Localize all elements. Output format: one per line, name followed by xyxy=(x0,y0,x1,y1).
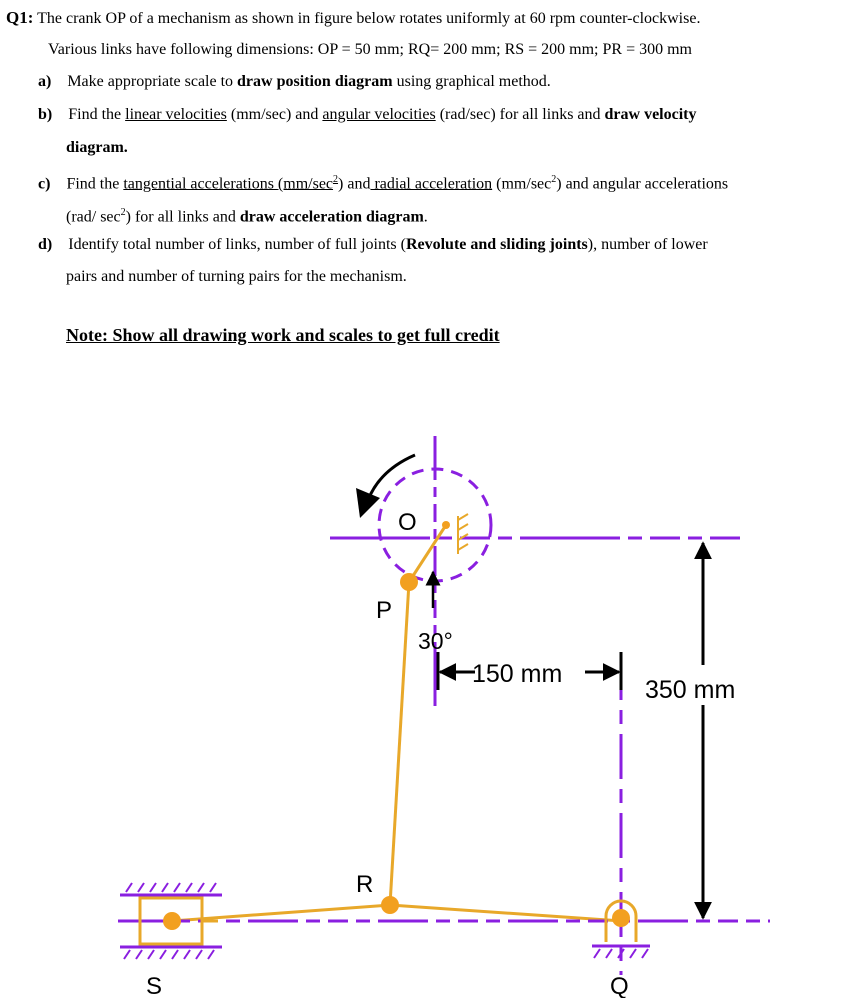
label-r: R xyxy=(356,871,374,898)
part-b-pre: Find the xyxy=(68,106,126,123)
note: Note: Show all drawing work and scales to get full credit xyxy=(66,325,500,345)
part-c-sup-2: 2 xyxy=(551,174,557,185)
part-c-line2-sup: 2 xyxy=(120,207,126,218)
part-c-line2-mid: ) for all links and xyxy=(125,208,240,226)
part-c-radial: radial acceleration xyxy=(370,175,493,193)
label-350mm: 350 mm xyxy=(645,676,736,704)
part-d-pre: Identify total number of links, number of full joints ( xyxy=(68,236,406,253)
label-p: P xyxy=(376,597,393,624)
o-ground-hatch xyxy=(458,514,468,554)
label-o: O xyxy=(398,509,417,536)
part-a-post: using graphical method. xyxy=(392,73,551,90)
link-rq xyxy=(390,905,622,921)
part-c-line2-pre: (rad/ sec xyxy=(66,208,121,226)
part-c-line2-bold: draw acceleration diagram xyxy=(239,208,424,226)
part-d-label: d) xyxy=(38,236,53,253)
joint-s xyxy=(163,912,181,930)
rotation-arrow-icon xyxy=(368,455,415,500)
part-c-sup-1: 2 xyxy=(333,174,339,185)
part-d-bold: Revolute and sliding joints xyxy=(405,236,588,253)
part-c-mid2: (mm/sec xyxy=(492,175,552,193)
part-b-linear-velocities: linear velocities xyxy=(125,106,227,123)
part-d-post: ), number of lower xyxy=(587,236,708,253)
part-a-label: a) xyxy=(38,73,52,90)
part-c-pre: Find the xyxy=(66,175,124,193)
part-a-bold: draw position diagram xyxy=(237,73,393,90)
rotation-arrowhead-icon xyxy=(356,488,380,518)
link-pr xyxy=(390,582,409,905)
label-s: S xyxy=(146,973,163,998)
link-rs xyxy=(172,905,390,921)
joint-o xyxy=(442,521,450,529)
part-c-line2-post: . xyxy=(423,208,428,226)
question-intro-2: Various links have following dimensions: OP = 50 mm; RQ= 200 mm; RS = 200 mm; PR = 300 mm xyxy=(48,41,692,58)
part-b-mid2: (rad/sec) for all links and xyxy=(435,106,605,123)
part-c-mid1: ) and xyxy=(338,175,371,193)
question-intro-1: The crank OP of a mechanism as shown in figure below rotates uniformly at 60 rpm counter-clockwise. xyxy=(37,10,701,27)
part-b-label: b) xyxy=(38,106,53,123)
joint-q xyxy=(612,909,630,927)
part-b-bold: draw velocity xyxy=(604,106,697,123)
part-b-mid1: (mm/sec) and xyxy=(226,106,323,123)
part-c-post: ) and angular accelerations xyxy=(556,175,729,193)
part-c-tangential: tangential accelerations xyxy=(123,175,278,193)
question-number: Q1: xyxy=(6,8,34,27)
part-b-bold-2: diagram. xyxy=(66,139,128,156)
part-c-units-1: (mm/sec xyxy=(277,175,334,193)
slider-top-hatch xyxy=(126,883,216,892)
part-d-line2-text: pairs and number of turning pairs for the mechanism. xyxy=(66,268,407,285)
joint-r xyxy=(381,896,399,914)
label-q: Q xyxy=(610,973,629,998)
part-c-label: c) xyxy=(38,175,51,193)
part-b-angular-velocities: angular velocities xyxy=(322,106,436,123)
part-a-pre: Make appropriate scale to xyxy=(67,73,238,90)
slider-bottom-hatch xyxy=(124,950,214,959)
label-150mm: 150 mm xyxy=(472,660,563,688)
joint-p xyxy=(400,573,418,591)
label-angle: 30° xyxy=(418,628,453,654)
